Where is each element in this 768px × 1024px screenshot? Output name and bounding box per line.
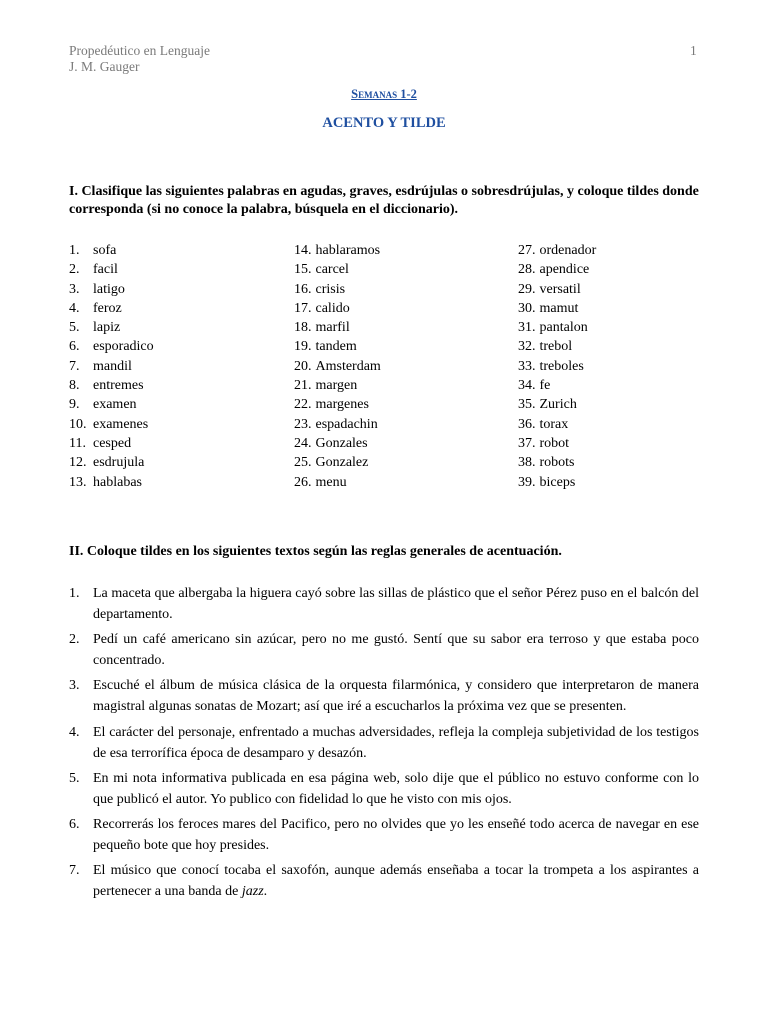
- word-number: 18.: [294, 320, 312, 336]
- exercise-number: 4.: [69, 724, 80, 740]
- word-text: torax: [539, 416, 569, 432]
- word-number: 33.: [518, 358, 536, 374]
- word-item: [518, 434, 596, 453]
- word-text: marfil: [315, 320, 350, 336]
- word-text: espadachin: [315, 416, 378, 432]
- word-text: robots: [539, 455, 575, 471]
- word-number: 20.: [294, 358, 312, 374]
- word-text: margen: [315, 378, 358, 394]
- word-text: treboles: [539, 358, 584, 374]
- word-number: 6.: [69, 339, 80, 355]
- word-number: 35.: [518, 397, 536, 413]
- word-item: [69, 337, 154, 356]
- word-text: entremes: [93, 378, 144, 394]
- word-item: [518, 280, 596, 299]
- exercise-number: 2.: [69, 632, 80, 648]
- word-item: [294, 299, 381, 318]
- exercise-text: [93, 768, 699, 810]
- course-name: Propedéutico en Lenguaje: [69, 43, 210, 58]
- word-number: 12.: [69, 455, 87, 471]
- exercise-item: [69, 722, 699, 764]
- word-text: Gonzalez: [315, 455, 369, 471]
- word-item: [69, 299, 154, 318]
- word-text: facil: [93, 262, 118, 278]
- word-item: [518, 337, 596, 356]
- exercise-text-main: Recorrerás los feroces mares del Pacifico, pero no olvides que yo les enseñé todo acerca de navegar en ese pequeño bote que hoy presides.: [93, 816, 699, 853]
- word-text: esdrujula: [93, 455, 145, 471]
- exercise-text-main: La maceta que albergaba la higuera cayó sobre las sillas de plástico que el señor Pérez puso en el balcón del departamento.: [93, 586, 699, 622]
- word-item: [294, 453, 381, 472]
- word-item: [69, 318, 154, 337]
- exercise-text: [93, 583, 699, 625]
- word-item: [69, 260, 154, 279]
- exercise-number: 1.: [69, 586, 80, 601]
- exercise-text: [93, 675, 699, 717]
- word-number: 27.: [518, 243, 536, 258]
- word-text: robot: [539, 435, 570, 451]
- exercise-text: [93, 629, 699, 671]
- exercise-item: [69, 629, 699, 671]
- word-number: 22.: [294, 397, 312, 413]
- word-number: 24.: [294, 435, 312, 451]
- word-number: 10.: [69, 416, 87, 432]
- word-text: ordenador: [539, 243, 597, 258]
- exercise-text: [93, 814, 699, 856]
- exercise-text-italic: jazz: [241, 884, 264, 900]
- word-item: [518, 299, 596, 318]
- word-item: [518, 241, 596, 260]
- exercise-text-main: En mi nota informativa publicada en esa página web, solo dije que el público no estuvo conforme con lo que publicó el autor. Yo publico con fidelidad lo que he visto con mis ojos.: [93, 770, 699, 807]
- word-number: 39.: [518, 474, 536, 490]
- word-item: [518, 415, 596, 434]
- word-text: Zurich: [539, 397, 577, 413]
- word-number: 19.: [294, 339, 312, 355]
- word-item: [69, 376, 154, 395]
- word-text: hablabas: [93, 474, 142, 490]
- word-item: [294, 280, 381, 299]
- word-item: [69, 395, 154, 414]
- word-number: 21.: [294, 378, 312, 394]
- word-item: [294, 357, 381, 376]
- exercise-number: 7.: [69, 863, 80, 879]
- word-number: 14.: [294, 243, 312, 258]
- page-header: [69, 43, 210, 75]
- word-text: sofa: [93, 243, 117, 258]
- word-item: [69, 241, 154, 260]
- word-item: [294, 434, 381, 453]
- word-text: fe: [539, 378, 551, 394]
- exercise-text-main: El carácter del personaje, enfrentado a muchas adversidades, refleja la compleja subjetividad de los testigos de esa terrorífica época de desamparo y desazón.: [93, 724, 699, 761]
- word-number: 36.: [518, 416, 536, 432]
- word-number: 23.: [294, 416, 312, 432]
- word-text: apendice: [539, 262, 590, 278]
- page-number: 1: [690, 43, 697, 58]
- word-text: versatil: [539, 281, 581, 297]
- word-item: [294, 241, 381, 260]
- word-number: 25.: [294, 455, 312, 471]
- word-number: 34.: [518, 378, 536, 394]
- word-text: examenes: [93, 416, 149, 432]
- word-number: 17.: [294, 300, 312, 316]
- author-name: J. M. Gauger: [69, 59, 140, 74]
- word-item: [69, 280, 154, 299]
- word-text: esporadico: [93, 339, 154, 355]
- word-number: 1.: [69, 243, 80, 258]
- word-item: [294, 260, 381, 279]
- word-item: [294, 376, 381, 395]
- word-text: Amsterdam: [315, 358, 381, 374]
- word-text: mandil: [93, 358, 132, 374]
- exercise-text-main: Pedí un café americano sin azúcar, pero no me gustó. Sentí que su sabor era terroso y que estaba poco concentrado.: [93, 632, 699, 669]
- word-number: 8.: [69, 378, 80, 394]
- word-number: 15.: [294, 262, 312, 278]
- exercise-text: [93, 722, 699, 764]
- section-2-heading: II. Coloque tildes en los siguientes textos según las reglas generales de acentuación.: [69, 544, 562, 559]
- word-text: lapiz: [93, 320, 121, 336]
- word-text: calido: [315, 300, 350, 316]
- exercise-item: [69, 814, 699, 856]
- word-text: examen: [93, 397, 137, 413]
- word-item: [518, 395, 596, 414]
- word-item: [294, 415, 381, 434]
- word-item: [518, 260, 596, 279]
- word-number: 38.: [518, 455, 536, 471]
- exercise-number: 3.: [69, 678, 80, 694]
- word-text: hablaramos: [315, 243, 381, 258]
- word-number: 7.: [69, 358, 80, 374]
- word-item: [294, 318, 381, 337]
- word-text: cesped: [93, 435, 132, 451]
- word-number: 32.: [518, 339, 536, 355]
- word-number: 9.: [69, 397, 80, 413]
- exercise-number: 6.: [69, 816, 80, 832]
- word-item: [518, 318, 596, 337]
- word-item: [518, 376, 596, 395]
- word-item: [69, 453, 154, 472]
- word-item: [294, 337, 381, 356]
- word-item: [294, 395, 381, 414]
- exercise-text-main: Escuché el álbum de música clásica de la orquesta filarmónica, y considero que interpretaron de manera magistral algunas sonatas de Mozart; así que iré a escucharlos la próxima vez que se presenten.: [93, 678, 699, 715]
- word-column-1: [69, 241, 154, 492]
- word-text: Gonzales: [315, 435, 368, 451]
- exercise-item: [69, 675, 699, 717]
- word-text: tandem: [315, 339, 357, 355]
- exercise-text-main: El músico que conocí tocaba el saxofón, aunque además enseñaba a tocar la trompeta a los aspirantes a pertenecer a una banda de: [93, 863, 699, 900]
- word-text: carcel: [315, 262, 349, 278]
- word-text: mamut: [539, 300, 579, 316]
- word-number: 4.: [69, 300, 80, 316]
- word-item: [294, 473, 381, 492]
- exercise-number: 5.: [69, 770, 80, 786]
- word-text: biceps: [539, 474, 576, 490]
- word-text: crisis: [315, 281, 346, 297]
- word-number: 30.: [518, 300, 536, 316]
- word-item: [69, 434, 154, 453]
- section-1-heading: I. Clasifique las siguientes palabras en agudas, graves, esdrújulas o sobresdrújulas, y coloque tildes donde corresponda (si no conoce la palabra, búsquela en el diccionario).: [69, 184, 699, 217]
- word-item: [518, 453, 596, 472]
- word-item: [69, 415, 154, 434]
- word-number: 13.: [69, 474, 87, 490]
- page-title: ACENTO Y TILDE: [322, 115, 446, 131]
- week-label: Semanas 1-2: [351, 87, 417, 101]
- word-number: 2.: [69, 262, 80, 278]
- word-number: 29.: [518, 281, 536, 297]
- word-number: 37.: [518, 435, 536, 451]
- word-number: 26.: [294, 474, 312, 490]
- word-text: trebol: [539, 339, 573, 355]
- word-text: pantalon: [539, 320, 588, 336]
- exercise-text: [93, 860, 699, 902]
- exercise-list: [69, 583, 699, 906]
- word-item: [518, 357, 596, 376]
- word-number: 5.: [69, 320, 80, 336]
- word-number: 31.: [518, 320, 536, 336]
- word-column-2: [294, 241, 381, 492]
- exercise-item: [69, 768, 699, 810]
- word-column-3: [518, 241, 596, 492]
- word-text: margenes: [315, 397, 369, 413]
- word-item: [518, 473, 596, 492]
- word-number: 28.: [518, 262, 536, 278]
- word-text: latigo: [93, 281, 125, 297]
- exercise-item: [69, 583, 699, 625]
- exercise-item: [69, 860, 699, 902]
- word-number: 16.: [294, 281, 312, 297]
- word-text: feroz: [93, 300, 122, 316]
- word-item: [69, 473, 154, 492]
- word-text: menu: [315, 474, 347, 490]
- exercise-text-tail: .: [263, 884, 268, 900]
- word-number: 11.: [69, 435, 86, 451]
- word-number: 3.: [69, 281, 80, 297]
- word-item: [69, 357, 154, 376]
